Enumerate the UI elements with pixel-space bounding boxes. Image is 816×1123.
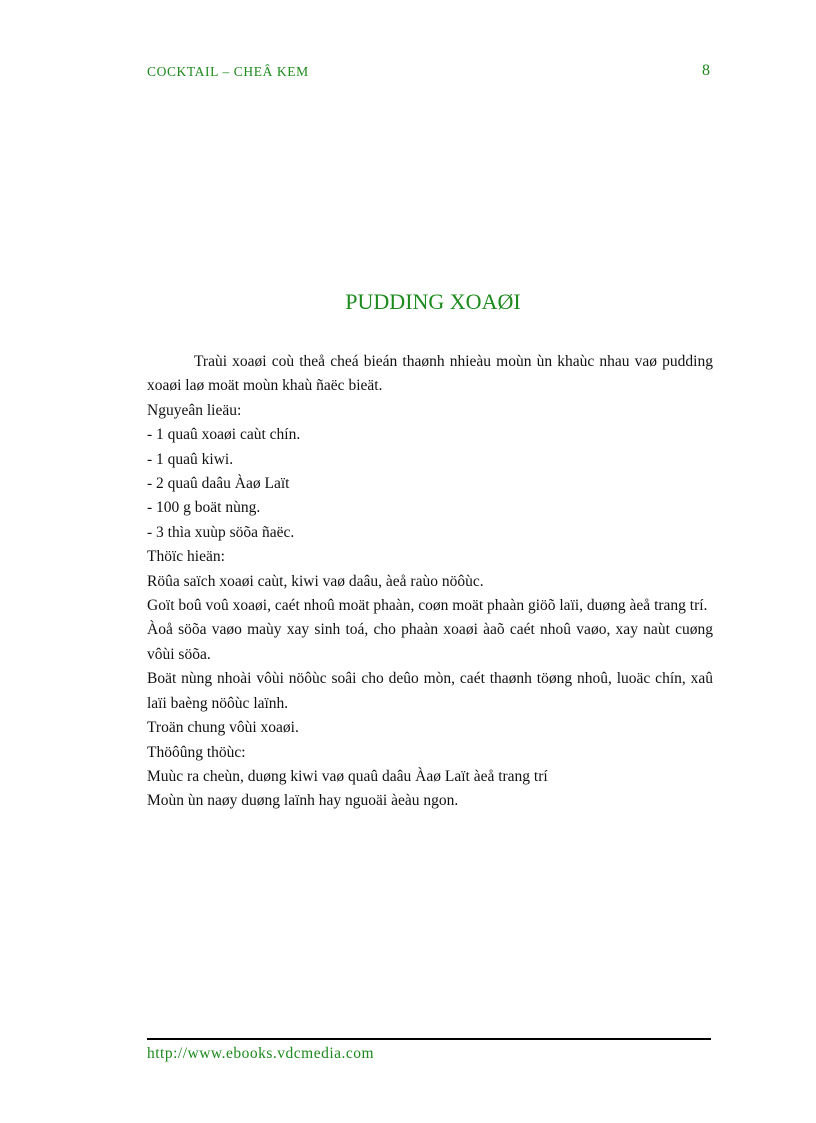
ingredient-item: - 100 g boät nùng.: [147, 499, 261, 517]
serving-heading: Thöôûng thöùc:: [147, 743, 246, 761]
footer-divider: [147, 1038, 711, 1040]
step-paragraph: Àoå söõa vaøo maùy xay sinh toá, cho phaàn xoaøi àaõ caét nhoû vaøo, xay naùt cuøng vôùi söõa.: [147, 621, 713, 663]
step-paragraph: Röûa saïch xoaøi caùt, kiwi vaø daâu, àeå raùo nöôùc.: [147, 572, 484, 590]
serving-paragraph: Muùc ra cheùn, duøng kiwi vaø quaû daâu Àaø Laït àeå trang trí: [147, 767, 548, 785]
article-body: [147, 350, 713, 814]
step-paragraph: Troän chung vôùi xoaøi.: [147, 719, 299, 737]
ingredient-item: - 3 thìa xuùp söõa ñaëc.: [147, 523, 295, 541]
step-paragraph: Goït boû voû xoaøi, caét nhoû moät phaàn, coøn moät phaàn giöõ laïi, duøng àeå trang trí.: [147, 597, 708, 615]
ingredient-item: - 1 quaû xoaøi caùt chín.: [147, 426, 301, 444]
steps-heading: Thöïc hieän:: [147, 548, 225, 566]
intro-paragraph: Traùi xoaøi coù theå cheá bieán thaønh nhieàu moùn ùn khaùc nhau vaø pudding xoaøi laø moät moùn khaù ñaëc bieät.: [147, 353, 713, 395]
header-title: COCKTAIL – CHEÂ KEM: [147, 64, 309, 79]
ingredients-heading: Nguyeân lieäu:: [147, 401, 242, 419]
footer-url-link[interactable]: http://www.ebooks.vdcmedia.com: [147, 1045, 375, 1062]
ingredient-item: - 2 quaû daâu Àaø Laït: [147, 475, 290, 493]
page-number: 8: [702, 62, 710, 79]
ingredient-item: - 1 quaû kiwi.: [147, 450, 234, 468]
article-title: PUDDING XOAØI: [345, 289, 521, 314]
serving-paragraph: Moùn ùn naøy duøng laïnh hay nguoäi àeàu ngon.: [147, 792, 459, 810]
page-header: [147, 62, 710, 82]
step-paragraph: Boät nùng nhoài vôùi nöôùc soâi cho deûo mòn, caét thaønh töøng nhoû, luoäc chín, xaû laïi baèng nöôùc laïnh.: [147, 670, 713, 712]
